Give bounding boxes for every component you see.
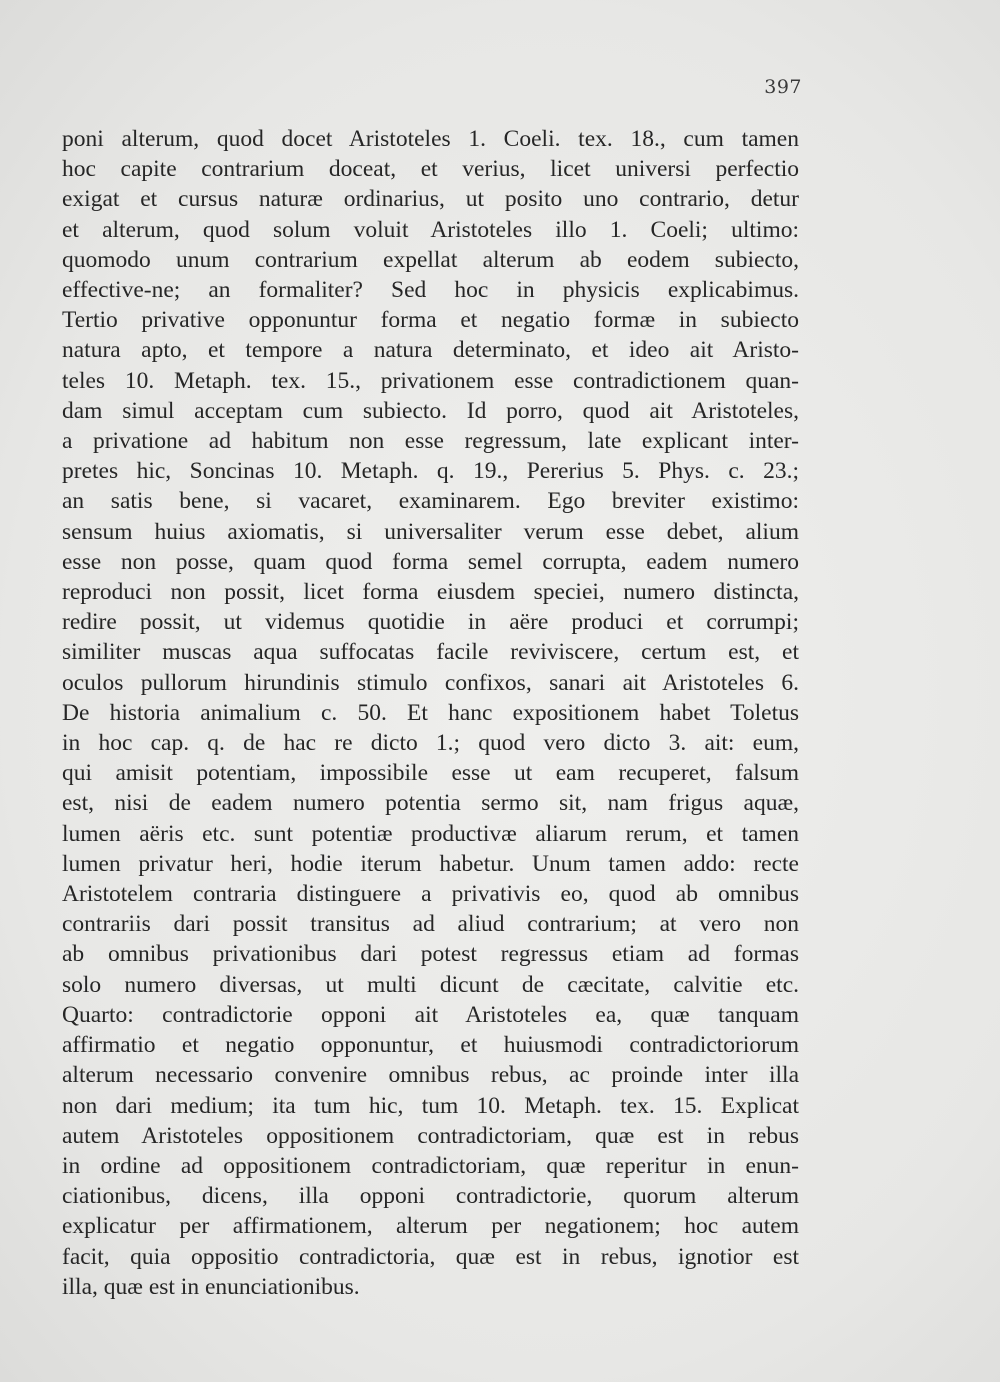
text-line: teles 10. Metaph. tex. 15., privationem esse contradictionem quan- — [62, 367, 799, 394]
body-text — [62, 124, 799, 1302]
text-line: reproduci non possit, licet forma eiusdem speciei, numero distincta, — [62, 579, 799, 606]
text-line: facit, quia oppositio contradictoria, quæ est in rebus, ignotior est — [62, 1243, 799, 1270]
text-line: et alterum, quod solum voluit Aristoteles illo 1. Coeli; ultimo: — [62, 216, 799, 243]
text-line: quomodo unum contrarium expellat alterum ab eodem subiecto, — [62, 246, 799, 273]
text-line: lumen aëris etc. sunt potentiæ productivæ aliarum rerum, et tamen — [62, 820, 799, 847]
text-line: similiter muscas aqua suffocatas facile reviviscere, certum est, et — [62, 639, 799, 666]
text-line: alterum necessario convenire omnibus rebus, ac proinde inter illa — [62, 1062, 799, 1089]
text-line: Aristotelem contraria distinguere a privativis eo, quod ab omnibus — [62, 881, 799, 908]
text-line: in hoc cap. q. de hac re dicto 1.; quod vero dicto 3. ait: eum, — [62, 730, 799, 757]
text-line: natura apto, et tempore a natura determinato, et ideo ait Aristo- — [62, 337, 799, 364]
text-line: in ordine ad oppositionem contradictoriam, quæ reperitur in enun- — [62, 1152, 799, 1179]
text-line: exigat et cursus naturæ ordinarius, ut posito uno contrario, detur — [62, 186, 799, 213]
text-line: est, nisi de eadem numero potentia sermo sit, nam frigus aquæ, — [62, 790, 799, 817]
text-line-last: illa, quæ est in enunciationibus. — [62, 1273, 360, 1300]
text-line: esse non posse, quam quod forma semel corrupta, eadem numero — [62, 548, 799, 575]
text-line: sensum huius axiomatis, si universaliter verum esse debet, alium — [62, 518, 799, 545]
text-line: oculos pullorum hirundinis stimulo confixos, sanari ait Aristoteles 6. — [62, 669, 799, 696]
text-line: ciationibus, dicens, illa opponi contradictorie, quorum alterum — [62, 1183, 799, 1210]
text-line: De historia animalium c. 50. Et hanc expositionem habet Toletus — [62, 699, 799, 726]
text-line: solo numero diversas, ut multi dicunt de cæcitate, calvitie etc. — [62, 971, 799, 998]
text-line: autem Aristoteles oppositionem contradictoriam, quæ est in rebus — [62, 1122, 799, 1149]
text-line: explicatur per affirmationem, alterum per negationem; hoc autem — [62, 1213, 799, 1240]
text-line: an satis bene, si vacaret, examinarem. Ego breviter existimo: — [62, 488, 799, 515]
page-number: 397 — [764, 76, 802, 98]
text-line: dam simul acceptam cum subiecto. Id porro, quod ait Aristoteles, — [62, 397, 799, 424]
text-line: pretes hic, Soncinas 10. Metaph. q. 19., Pererius 5. Phys. c. 23.; — [62, 458, 799, 485]
text-line: Tertio privative opponuntur forma et negatio formæ in subiecto — [62, 307, 799, 334]
text-line: redire possit, ut videmus quotidie in aëre produci et corrumpi; — [62, 609, 799, 636]
text-line: Quarto: contradictorie opponi ait Aristoteles ea, quæ tanquam — [62, 1001, 799, 1028]
text-line: non dari medium; ita tum hic, tum 10. Metaph. tex. 15. Explicat — [62, 1092, 799, 1119]
text-line: contrariis dari possit transitus ad aliud contrarium; at vero non — [62, 911, 799, 938]
text-line: a privatione ad habitum non esse regressum, late explicant inter- — [62, 428, 799, 455]
text-line: ab omnibus privationibus dari potest regressus etiam ad formas — [62, 941, 799, 968]
text-line: qui amisit potentiam, impossibile esse ut eam recuperet, falsum — [62, 760, 799, 787]
text-line: effective-ne; an formaliter? Sed hoc in physicis explicabimus. — [62, 277, 799, 304]
text-line: poni alterum, quod docet Aristoteles 1. Coeli. tex. 18., cum tamen — [62, 126, 799, 152]
text-line: lumen privatur heri, hodie iterum habetur. Unum tamen addo: recte — [62, 850, 799, 877]
text-line: hoc capite contrarium doceat, et verius, licet universi perfectio — [62, 156, 799, 183]
text-line: affirmatio et negatio opponuntur, et huiusmodi contradictoriorum — [62, 1032, 799, 1059]
